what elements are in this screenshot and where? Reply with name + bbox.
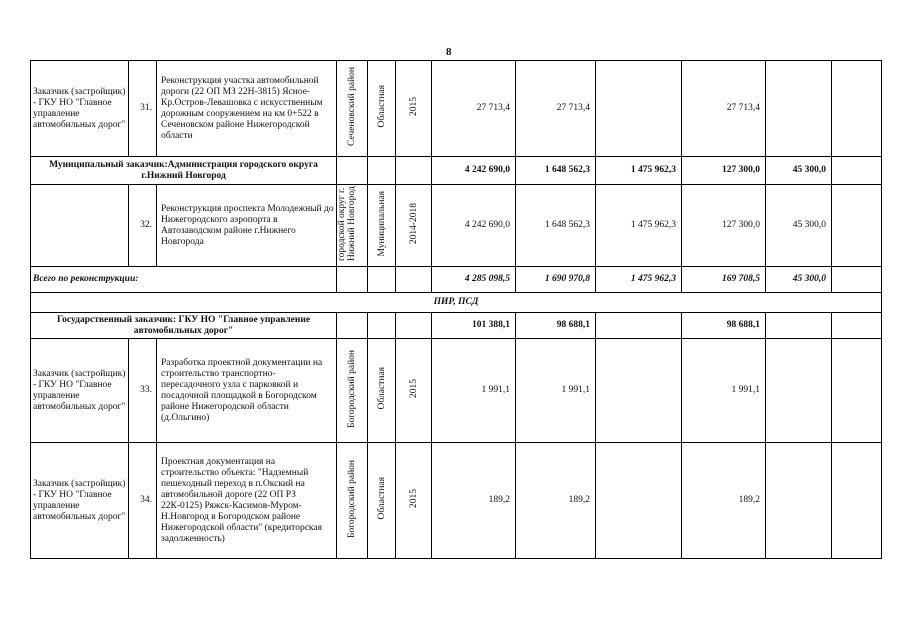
value-cell: 1 648 562,3	[516, 185, 596, 267]
value-cell: 1 475 962,3	[596, 267, 682, 293]
group-header-label: Государственный заказчик: ГКУ НО "Главное управление автомобильных дорог"	[31, 313, 337, 339]
object-name: Проектная документация на строительство объекта: "Надземный пешеходный переход в п.Окский на автомобильной дороге (22 ОП РЗ 22К-0125) Ряжск-Касимов-Муром-Н.Новгород в Богородском районе Нижегородской области" (кредиторская задолженность)	[157, 443, 337, 559]
value-cell: 1 690 970,8	[516, 267, 596, 293]
level-cell: Областная	[376, 477, 387, 520]
table-row	[31, 443, 882, 559]
district-cell: Сеченовский район	[347, 67, 357, 146]
value-cell: 98 688,1	[516, 313, 596, 339]
group-header-row	[31, 313, 882, 339]
value-cell: 45 300,0	[766, 185, 832, 267]
customer-cell: Заказчик (застройщик) - ГКУ НО "Главное управление автомобильных дорог"	[31, 61, 129, 157]
value-cell	[766, 339, 832, 443]
group-header-label: Муниципальный заказчик:Администрация городского округа г.Нижний Новгород	[31, 157, 337, 185]
value-cell: 1 475 962,3	[596, 185, 682, 267]
value-cell: 27 713,4	[432, 61, 516, 157]
years-cell: 2014-2018	[408, 202, 419, 245]
level-cell: Муниципальная	[376, 190, 387, 257]
value-cell: 1 648 562,3	[516, 157, 596, 185]
value-cell: 45 300,0	[766, 267, 832, 293]
value-cell	[766, 443, 832, 559]
customer-cell: Заказчик (застройщик) - ГКУ НО "Главное управление автомобильных дорог"	[31, 339, 129, 443]
district-cell: Богородский район	[347, 459, 357, 538]
value-cell: 1 991,1	[682, 339, 766, 443]
district-cell: Богородский район	[347, 349, 357, 428]
page-number: 8	[446, 46, 452, 58]
level-cell: Областная	[376, 367, 387, 410]
section-title: ПИР, ПСД	[31, 293, 882, 313]
value-cell: 189,2	[516, 443, 596, 559]
customer-cell: Заказчик (застройщик) - ГКУ НО "Главное управление автомобильных дорог"	[31, 443, 129, 559]
total-row	[31, 267, 882, 293]
value-cell: 189,2	[432, 443, 516, 559]
value-cell: 169 708,5	[682, 267, 766, 293]
value-cell: 27 713,4	[516, 61, 596, 157]
row-number: 32.	[129, 185, 157, 267]
years-cell: 2015	[408, 97, 419, 116]
value-cell: 1 991,1	[432, 339, 516, 443]
value-cell: 4 285 098,5	[432, 267, 516, 293]
row-number: 34.	[129, 443, 157, 559]
value-cell: 127 300,0	[682, 185, 766, 267]
budget-table	[30, 60, 882, 559]
value-cell	[766, 61, 832, 157]
value-cell: 4 242 690,0	[432, 157, 516, 185]
level-cell: Областная	[376, 85, 387, 128]
group-header-row	[31, 157, 882, 185]
object-name: Разработка проектной документации на строительство транспортно-пересадочного узла с парковкой и посадочной площадкой в Богородском районе Нижегородской области (д.Ольгино)	[157, 339, 337, 443]
value-cell: 1 475 962,3	[596, 157, 682, 185]
value-cell: 1 991,1	[516, 339, 596, 443]
table-row	[31, 61, 882, 157]
total-label: Всего по реконструкции:	[31, 267, 337, 293]
row-number: 31.	[129, 61, 157, 157]
value-cell	[596, 443, 682, 559]
district-cell: городской округ г. Нижний Новгород	[337, 186, 357, 261]
value-cell: 45 300,0	[766, 157, 832, 185]
value-cell: 189,2	[682, 443, 766, 559]
value-cell: 101 388,1	[432, 313, 516, 339]
table-row	[31, 339, 882, 443]
value-cell: 98 688,1	[682, 313, 766, 339]
years-cell: 2015	[408, 489, 419, 508]
section-row	[31, 293, 882, 313]
value-cell: 4 242 690,0	[432, 185, 516, 267]
row-number: 33.	[129, 339, 157, 443]
years-cell: 2015	[408, 379, 419, 398]
value-cell	[596, 313, 682, 339]
object-name: Реконструкция проспекта Молодежный до Нижегородского аэропорта в Автозаводском районе г.Нижнего Новгорода	[157, 185, 337, 267]
value-cell: 27 713,4	[682, 61, 766, 157]
object-name: Реконструкция участка автомобильной дороги (22 ОП МЗ 22Н-3815) Ясное-Кр.Остров-Левашовка с искусственным дорожным сооружением на км 0+522 в Сеченовском районе Нижегородской области	[157, 61, 337, 157]
value-cell	[596, 339, 682, 443]
table-row	[31, 185, 882, 267]
value-cell: 127 300,0	[682, 157, 766, 185]
value-cell	[596, 61, 682, 157]
value-cell	[766, 313, 832, 339]
